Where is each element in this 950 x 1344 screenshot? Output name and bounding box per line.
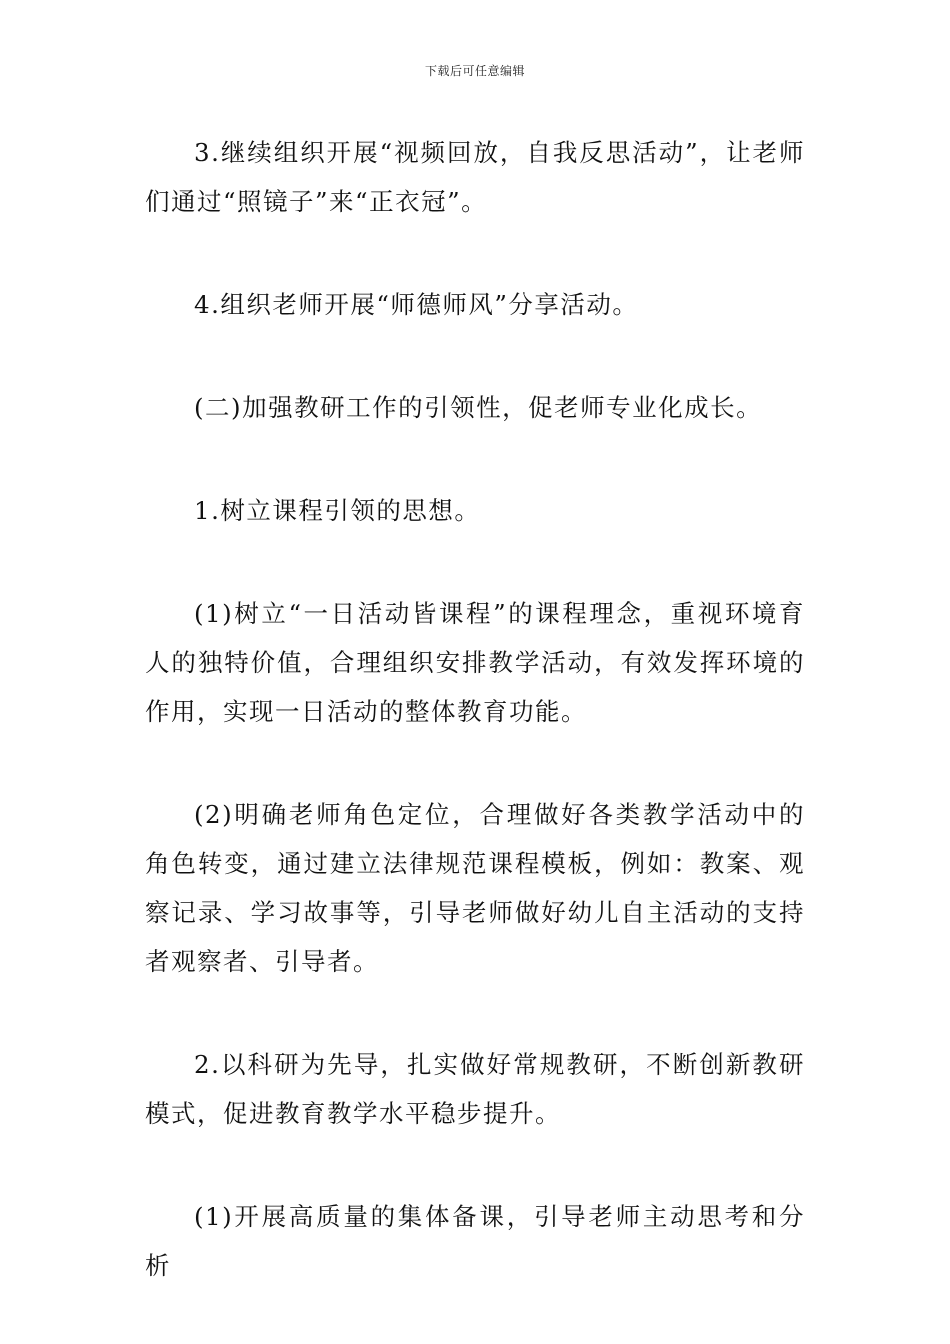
document-body bbox=[145, 128, 805, 1344]
paragraph-item-4: 4.组织老师开展“师德师风”分享活动。 bbox=[194, 290, 639, 319]
header-note: 下载后可任意编辑 bbox=[424, 64, 525, 78]
paragraph-subitem-1: 1.树立课程引领的思想。 bbox=[194, 496, 481, 525]
section-heading-2: (二)加强教研工作的引领性，促老师专业化成长。 bbox=[194, 393, 763, 422]
paragraph-item-3: 3.继续组织开展“视频回放，自我反思活动”，让老师们通过“照镜子”来“正衣冠”。 bbox=[145, 138, 805, 216]
paragraph-subitem-2: 2.以科研为先导，扎实做好常规教研，不断创新教研模式，促进教育教学水平稳步提升。 bbox=[145, 1050, 805, 1128]
paragraph-subitem-2-1: (1)开展高质量的集体备课，引导老师主动思考和分析 bbox=[145, 1202, 805, 1280]
paragraph-subitem-1-1: (1)树立“一日活动皆课程”的课程理念，重视环境育人的独特价值，合理组织安排教学活动，有效发挥环境的作用，实现一日活动的整体教育功能。 bbox=[145, 599, 805, 726]
paragraph-subitem-1-2: (2)明确老师角色定位，合理做好各类教学活动中的角色转变，通过建立法律规范课程模板，例如：教案、观察记录、学习故事等，引导老师做好幼儿自主活动的支持者观察者、引导者。 bbox=[145, 800, 805, 976]
